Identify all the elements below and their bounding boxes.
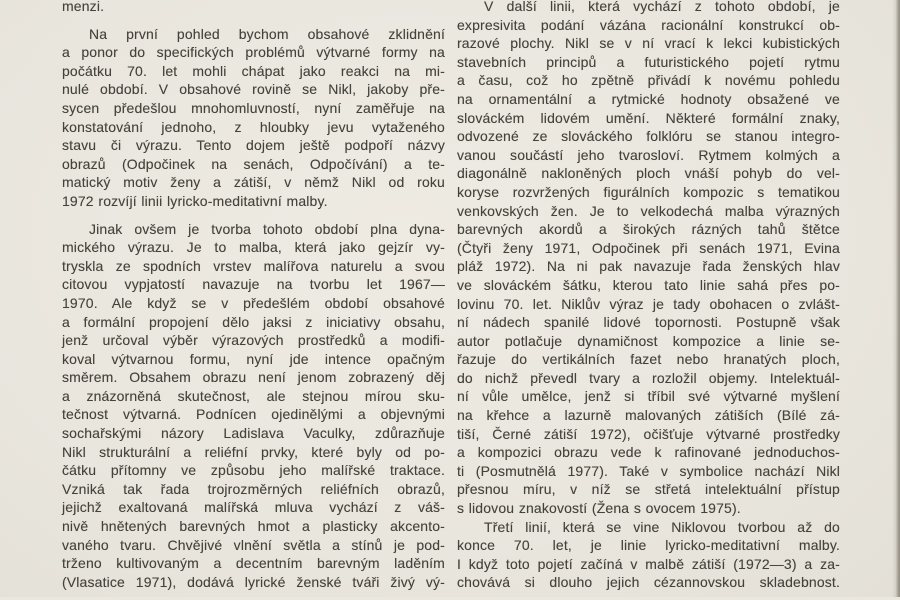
text-line: koryse rozvržených figurálních kompozic s tematikou — [457, 183, 840, 200]
text-line: tiší, Černé zátiší 1972), očišťuje výtvarné prostředky — [457, 425, 840, 442]
text-line: diagonálně nakloněných ploch vnáší pohyb do vel- — [457, 165, 840, 182]
paragraph — [62, 220, 445, 592]
text-line: nivě hnětených barevných hmot a plasticky akcento- — [62, 518, 445, 535]
text-line: ní vůle umělce, jenž si tříbil své výtvarné myšlení — [457, 388, 840, 405]
text-line: s lidovou znakovostí (Žena s ovocem 1975). — [457, 500, 741, 517]
text-line: konce 70. let, je linie lyricko-meditativní malby. — [457, 537, 840, 554]
text-line: Vzniká tak řada trojrozměrných reliéfních obrazů, — [62, 480, 445, 497]
text-line: ní nádech spanilé lidové topornosti. Postupně však — [457, 314, 840, 331]
text-line: a ponor do specifických problémů výtvarné formy na — [62, 44, 445, 61]
text-line: jenž určoval výběr výrazových prostředků a modifi- — [62, 332, 445, 349]
text-column-left — [62, 0, 445, 592]
text-line: sochařskými názory Ladislava Vaculky, zdůrazňuje — [62, 425, 445, 442]
text-line: pláž 1972). Na ni pak navazuje řada ženských hlav — [457, 258, 840, 275]
text-line: a formální propojení dělo jaksi z iniciativy obsahu, — [62, 313, 445, 330]
paragraph — [457, 0, 840, 518]
text-line: 1972 rozvíjí linii lyricko-meditativní malby. — [62, 192, 328, 209]
text-line: Třetí linií, která se vine Niklovou tvorbou až do — [484, 518, 840, 535]
text-line: vanou součástí jeho tvarosloví. Rytmem kolmých a — [457, 146, 840, 163]
text-line: vaného tvaru. Chvějivé vlnění světla a stínů je pod- — [62, 536, 445, 553]
text-line: počátku 70. let mohli chápat jako reakci na mi- — [62, 62, 445, 79]
text-line: na křehce a lazurně malovaných zátiších (Bílé zá- — [457, 407, 840, 424]
paragraph — [457, 518, 840, 592]
text-line: ve slováckém šátku, kterou tato linie sahá přes po- — [457, 276, 840, 293]
text-line: a znázorněná skutečnost, ale stejnou mírou sku- — [62, 387, 445, 404]
text-line: (Vlasatice 1971), dodává lyrické ženské tváři živý vý- — [62, 573, 445, 590]
text-line: trženo kultivovaným a decentním barevným laděním — [62, 555, 445, 572]
text-line: tryskla ze spodních vrstev malířova naturelu a svou — [62, 257, 445, 274]
text-line: jejichž exaltovaná malířská mluva vychází z váš- — [62, 499, 445, 516]
text-line: tečnost výtvarná. Podnícen ojedinělými a objevnými — [62, 406, 445, 423]
text-line: ti (Posmutnělá 1977). Také v symbolice nachází Nikl — [457, 462, 840, 479]
text-line: a času, což ho zpětně přivádí k novému pohledu — [457, 72, 840, 89]
text-line: razové plochy. Nikl se v ní vrací k lekci kubistických — [457, 35, 840, 52]
text-line: a kompozici obrazu vede k rafinované jednoduchos- — [457, 444, 840, 461]
text-column-right — [457, 0, 840, 592]
text-line: na ornamentální a rytmické hodnoty obsažené ve — [457, 90, 840, 107]
text-line: menzi. — [62, 0, 105, 14]
text-line: Na první pohled bychom obsahové zklidnění — [89, 25, 445, 42]
text-line: V další linii, která vychází z tohoto období, je — [484, 0, 840, 14]
text-line: odvozené ze slováckého folklóru se stanou integro- — [457, 128, 840, 145]
text-line: venkovských žen. Je to velkodechá malba výrazných — [457, 202, 840, 219]
text-line: expresivita podání vázána racionální konstrukcí ob- — [457, 16, 840, 33]
text-line: Nikl strukturální a reliéfní prvky, které byly od po- — [62, 443, 445, 460]
text-line: barevných akordů a širokých rázných tahů štětce — [457, 221, 840, 238]
text-line: konstatování jednoho, z hloubky jevu vytaženého — [62, 118, 445, 135]
page-edge-shadow — [892, 0, 900, 597]
text-line: stavu či výrazu. Tento dojem ještě podpoří názvy — [62, 137, 445, 154]
text-line: I když toto pojetí začíná v malbě zátiší (1972—3) a za- — [457, 555, 840, 572]
text-line: přesnou míru, v níž se střetá intelektuální přístup — [457, 481, 840, 498]
text-line: směrem. Obsahem obrazu není jenom zobrazený děj — [62, 369, 445, 386]
text-line: lovinu 70. let. Niklův výraz je tady obohacen o zvlášt- — [457, 295, 840, 312]
text-line: řazuje do vertikálních fazet nebo hranatých ploch, — [457, 351, 840, 368]
text-line: slováckém lidovém umění. Některé formální znaky, — [457, 109, 840, 126]
text-line: Jinak ovšem je tvorba tohoto období plna dyna- — [89, 220, 445, 237]
text-line: koval výtvarnou formu, nyní jde intence opačným — [62, 350, 445, 367]
text-line: sycen předešlou mnohomluvností, nyní zaměřuje na — [62, 99, 445, 116]
text-line: (Čtyři ženy 1971, Odpočinek při senách 1971, Evina — [457, 239, 840, 256]
paragraph — [62, 25, 445, 211]
text-line: matický motiv ženy a zátiší, v němž Nikl od roku — [62, 174, 445, 191]
text-line: čátku přítomny ve způsobu jeho malířské traktace. — [62, 462, 445, 479]
text-line: obrazů (Odpočinek na senách, Odpočívání) a te- — [62, 155, 445, 172]
text-line: citovou vypjatostí navazuje na tvorbu let 1967— — [62, 276, 445, 293]
text-line: chovává si dlouho jejich cézannovskou skladebnost. — [457, 574, 840, 591]
text-line: 1970. Ale když se v předešlém období obsahové — [62, 294, 445, 311]
text-line: nulé období. V obsahové rovině se Nikl, jakoby pře- — [62, 81, 445, 98]
text-line: stavebních principů a futuristického pojetí rytmu — [457, 53, 840, 70]
text-line: do nichž převedl tvary a rozložil objemy. Intelektuál- — [457, 369, 840, 386]
paragraph — [62, 0, 445, 16]
text-line: mického výrazu. Je to malba, která jako gejzír vy- — [62, 239, 445, 256]
text-line: autor potlačuje dynamičnost kompozice a linie se- — [457, 332, 840, 349]
